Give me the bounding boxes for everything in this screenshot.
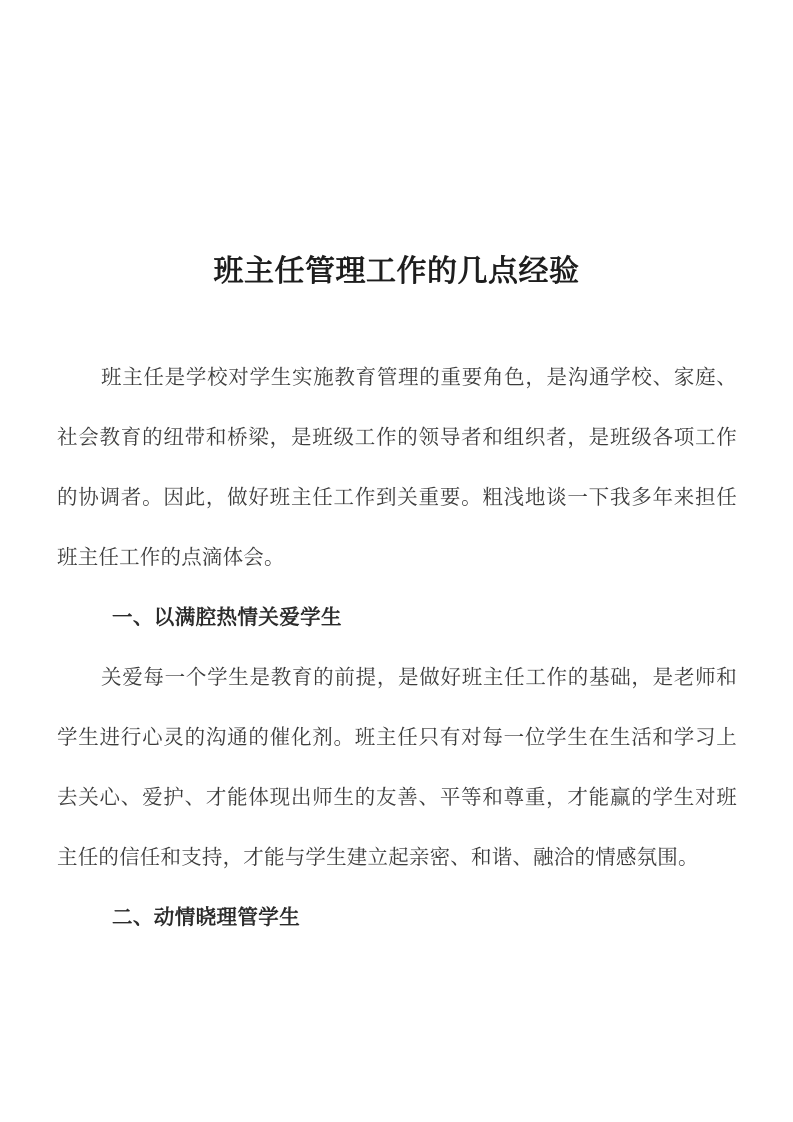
section-heading-2: 二、动情晓理管学生 [112, 906, 301, 929]
page-title: 班主任管理工作的几点经验 [213, 255, 580, 289]
intro-paragraph: 班主任是学校对学生实施教育管理的重要角色，是沟通学校、家庭、社会教育的纽带和桥梁，是班级工作的领导者和组织者，是班级各项工作的协调者。因此，做好班主任工作到关重要。粗浅地谈一下我多年来担任班主任工作的点滴体会。 [57, 366, 737, 569]
section-paragraph-1: 关爱每一个学生是教育的前提，是做好班主任工作的基础，是老师和学生进行心灵的沟通的催化剂。班主任只有对每一位学生在生活和学习上去关心、爱护、才能体现出师生的友善、平等和尊重，才能赢的学生对班主任的信任和支持，才能与学生建立起亲密、和谐、融洽的情感氛围。 [57, 666, 737, 869]
document-body [57, 348, 737, 948]
section-heading-1: 一、以满腔热情关爱学生 [112, 606, 342, 629]
